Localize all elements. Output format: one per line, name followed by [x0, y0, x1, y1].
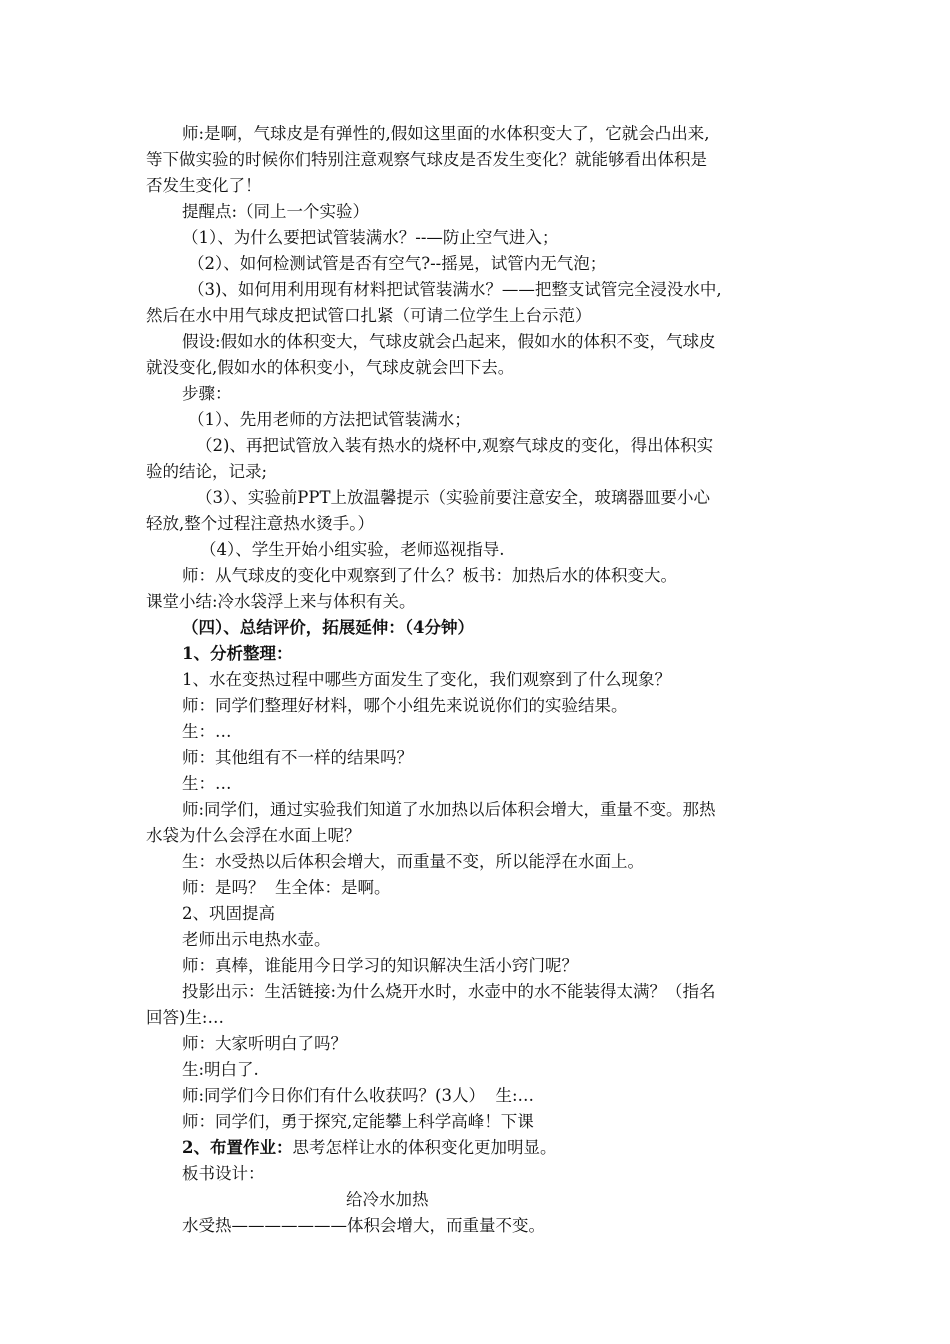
text-line: 板书设计： [182, 1164, 265, 1183]
text-line: （1）、先用老师的方法把试管装满水； [188, 410, 471, 429]
text-line: 等下做实验的时候你们特别注意观察气球皮是否发生变化？就能够看出体积是 [146, 150, 707, 169]
text-line: 师:同学们，通过实验我们知道了水加热以后体积会增大，重量不变。那热 [182, 800, 716, 819]
text-line: 回答)生:… [146, 1008, 224, 1027]
text-line: （2)、再把试管放入装有热水的烧杯中,观察气球皮的变化，得出体积实 [196, 436, 714, 455]
board-line: 水受热———————体积会增大，而重量不变。 [182, 1216, 545, 1235]
section-heading: （四）、总结评价，拓展延伸：（4分钟） [182, 618, 474, 637]
text-line: 投影出示：生活链接:为什么烧开水时，水壶中的水不能装得太满？（指名 [182, 982, 716, 1001]
text-line: （1）、为什么要把试管装满水？--—防止空气进入； [182, 228, 559, 247]
text-line: （4）、学生开始小组实验，老师巡视指导. [200, 540, 505, 559]
text-line: 1、水在变热过程中哪些方面发生了变化，我们观察到了什么现象？ [182, 670, 671, 689]
text-line: （2）、如何检测试管是否有空气?--摇晃，试管内无气泡； [188, 254, 607, 273]
text-line: 轻放,整个过程注意热水烫手。） [146, 514, 374, 533]
text-line: 然后在水中用气球皮把试管口扎紧（可请二位学生上台示范） [146, 306, 592, 325]
text-line: 否发生变化了！ [146, 176, 262, 195]
text-line: 师：其他组有不一样的结果吗？ [182, 748, 413, 767]
text-line: 师：从气球皮的变化中观察到了什么？板书：加热后水的体积变大。 [182, 566, 677, 585]
text-line: 师：同学们，勇于探究,定能攀上科学高峰！下课 [182, 1112, 534, 1131]
text-line: 师：是吗？ 生全体：是啊。 [182, 878, 391, 897]
text-line: （3)、如何用利用现有材料把试管装满水？——把整支试管完全浸没水中, [188, 280, 722, 299]
text-line: 生：… [182, 722, 232, 741]
text-line: 提醒点:（同上一个实验） [182, 202, 370, 221]
text-line: 假设:假如水的体积变大，气球皮就会凸起来，假如水的体积不变，气球皮 [182, 332, 716, 351]
text-line: 生：… [182, 774, 232, 793]
text-line: 师：真棒，谁能用今日学习的知识解决生活小窍门呢？ [182, 956, 578, 975]
board-title: 给冷水加热 [346, 1190, 429, 1209]
text-line: 就没变化,假如水的体积变小，气球皮就会凹下去。 [146, 358, 515, 377]
text-line: 步骤： [182, 384, 232, 403]
text-line: 生:明白了. [182, 1060, 259, 1079]
text-line: 课堂小结:冷水袋浮上来与体积有关。 [146, 592, 416, 611]
text-line: 生：水受热以后体积会增大，而重量不变，所以能浮在水面上。 [182, 852, 644, 871]
text-line: 师：同学们整理好材料，哪个小组先来说说你们的实验结果。 [182, 696, 628, 715]
text-line: 师:同学们今日你们有什么收获吗？(3人） 生:… [182, 1086, 535, 1105]
text-line: 2、巩固提高 [182, 904, 275, 923]
subsection-heading: 1、分析整理： [182, 644, 293, 663]
text-line: 水袋为什么会浮在水面上呢？ [146, 826, 361, 845]
homework-line [182, 1137, 556, 1159]
text-line: 师：大家听明白了吗？ [182, 1034, 347, 1053]
homework-text: 思考怎样让水的体积变化更加明显。 [292, 1138, 557, 1157]
text-line: （3）、实验前PPT上放温馨提示（实验前要注意安全，玻璃器皿要小心 [196, 488, 710, 507]
text-line: 师:是啊，气球皮是有弹性的,假如这里面的水体积变大了，它就会凸出来, [182, 124, 710, 143]
homework-heading: 2、布置作业： [182, 1138, 293, 1157]
text-line: 老师出示电热水壶。 [182, 930, 331, 949]
text-line: 验的结论，记录; [146, 462, 268, 481]
